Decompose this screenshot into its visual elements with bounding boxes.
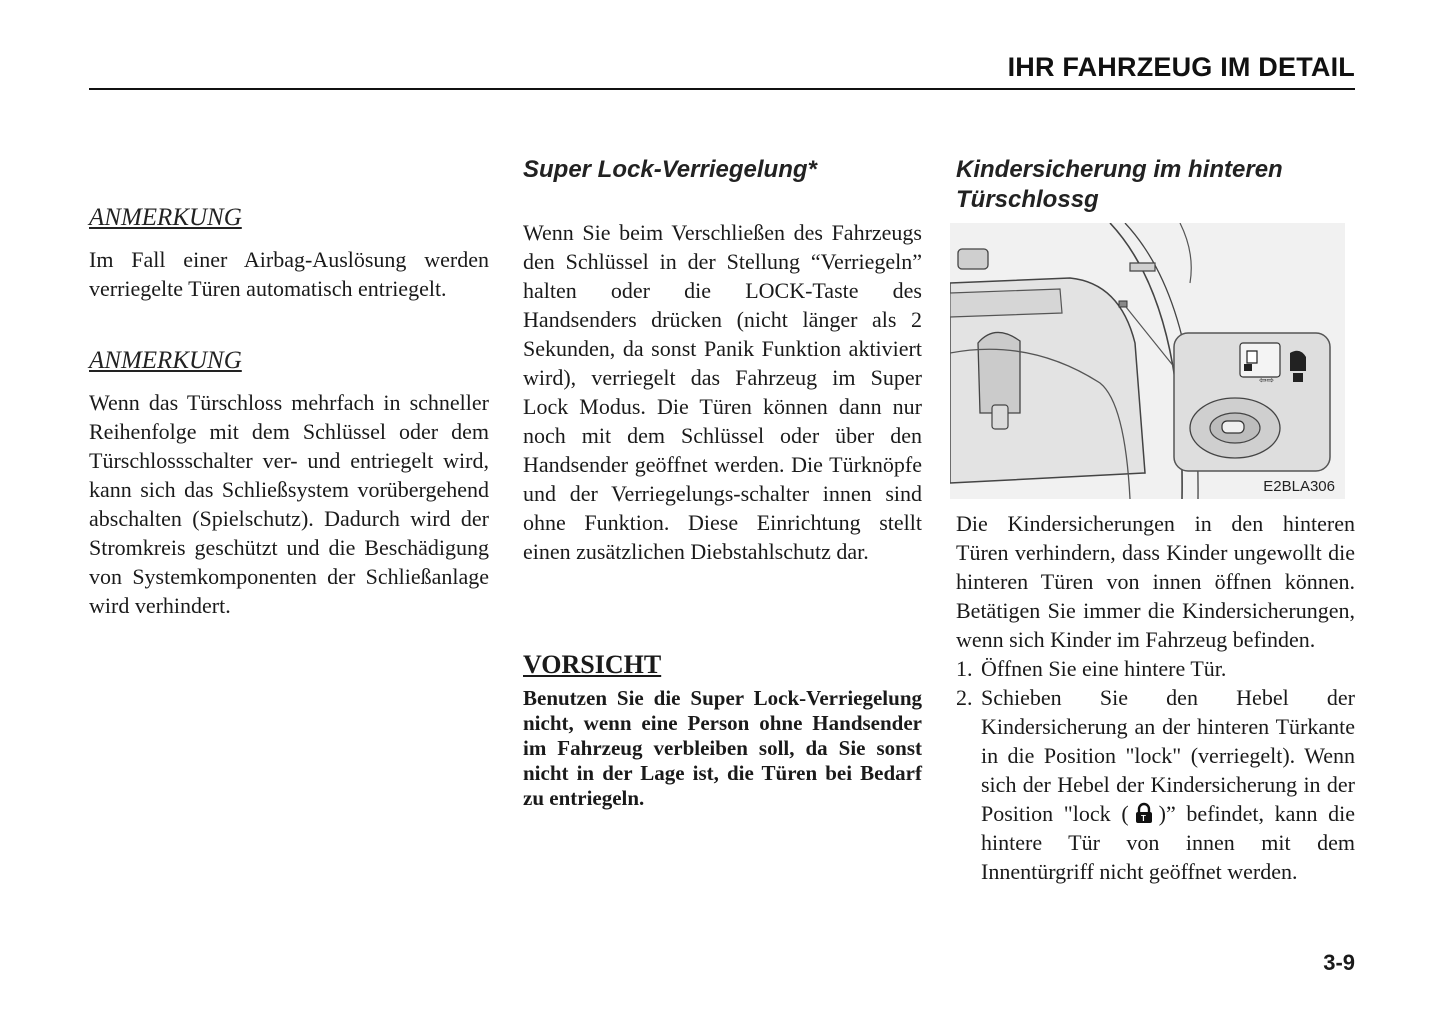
warning-box [523,650,922,811]
note-2 [89,346,489,620]
child-lock-intro: Die Kindersicherungen in den hinteren Türen verhindern, dass Kinder ungewollt die hinteren Türen von innen öffnen können. Betätigen Sie immer die Kindersicherungen, wenn sich Kinder im Fahrzeug befinden. [956,511,1355,652]
step-number: 1. [956,656,973,681]
lock-icon [1133,802,1155,824]
step-item [956,654,1355,683]
svg-text:T: T [1140,814,1146,823]
note-1-title: ANMERKUNG [89,204,242,231]
child-lock-heading [956,155,1355,215]
header-rule [89,88,1355,90]
step-text [981,683,1355,886]
door-illustration [950,223,1345,499]
svg-text:⇦⇨: ⇦⇨ [1259,375,1275,385]
child-lock-section [956,509,1355,886]
step-2-text-before: Schieben Sie den Hebel der Kindersicherung an der hinteren Türkante in die Position "lock" (verriegelt). Wenn sich der Hebel der Kindersicherung in der Position "lock ( [981,685,1355,826]
step-item [956,683,1355,886]
page-number: 3-9 [1323,950,1355,975]
warning-text: Benutzen Sie die Super Lock-Verriegelung nicht, wenn eine Person ohne Handsender im Fahrzeug verbleiben soll, da Sie sonst nicht in der Lage ist, die Türen bei Bedarf zu entriegeln. [523,686,922,810]
note-1-text: Im Fall einer Airbag-Auslösung werden verriegelte Türen automatisch entriegelt. [89,247,489,301]
warning-title: VORSICHT [523,650,662,679]
step-number: 2. [956,685,973,710]
note-2-title: ANMERKUNG [89,347,242,374]
page-header-title: IHR FAHRZEUG IM DETAIL [1007,52,1355,82]
super-lock-title: Super Lock-Verriegelung* [523,156,817,183]
child-lock-title: Kindersicherung im hinteren Türschlossg [956,156,1283,213]
note-1 [89,203,489,303]
super-lock-section [523,155,922,566]
child-lock-steps [956,654,1355,886]
step-text: Öffnen Sie eine hintere Tür. [981,656,1227,681]
figure-label: E2BLA306 [1263,478,1335,495]
step-2-text-after: )” befindet, kann die hintere Tür von innen mit dem Innentürgriff nicht geöffnet werden. [981,801,1355,884]
super-lock-text: Wenn Sie beim Verschließen des Fahrzeugs den Schlüssel in der Stellung “Verriegeln” halten oder die LOCK-Taste des Handsenders drücken (nicht länger als 2 Sekunden, da sonst Panik Funktion aktiviert wird), verriegelt das Fahrzeug im Super Lock Modus. Die Türen können dann nur noch mit dem Schlüssel oder über den Handsender geöffnet werden. Die Türknöpfe und der Verriegelungs-schalter innen sind ohne Funktion. Diese Einrichtung stellt einen zusätzlichen Diebstahlschutz dar. [523,220,922,564]
child-lock-figure [950,223,1345,499]
note-2-text: Wenn das Türschloss mehrfach in schneller Reihenfolge mit dem Schlüssel oder dem Türschlossschalter ver- und entriegelt wird, kann sich das Schließsystem vorübergehend abschalten (Spielschutz). Dadurch wird der Stromkreis geschützt und die Beschädigung von Systemkomponenten der Schließanlage wird verhindert. [89,390,489,618]
